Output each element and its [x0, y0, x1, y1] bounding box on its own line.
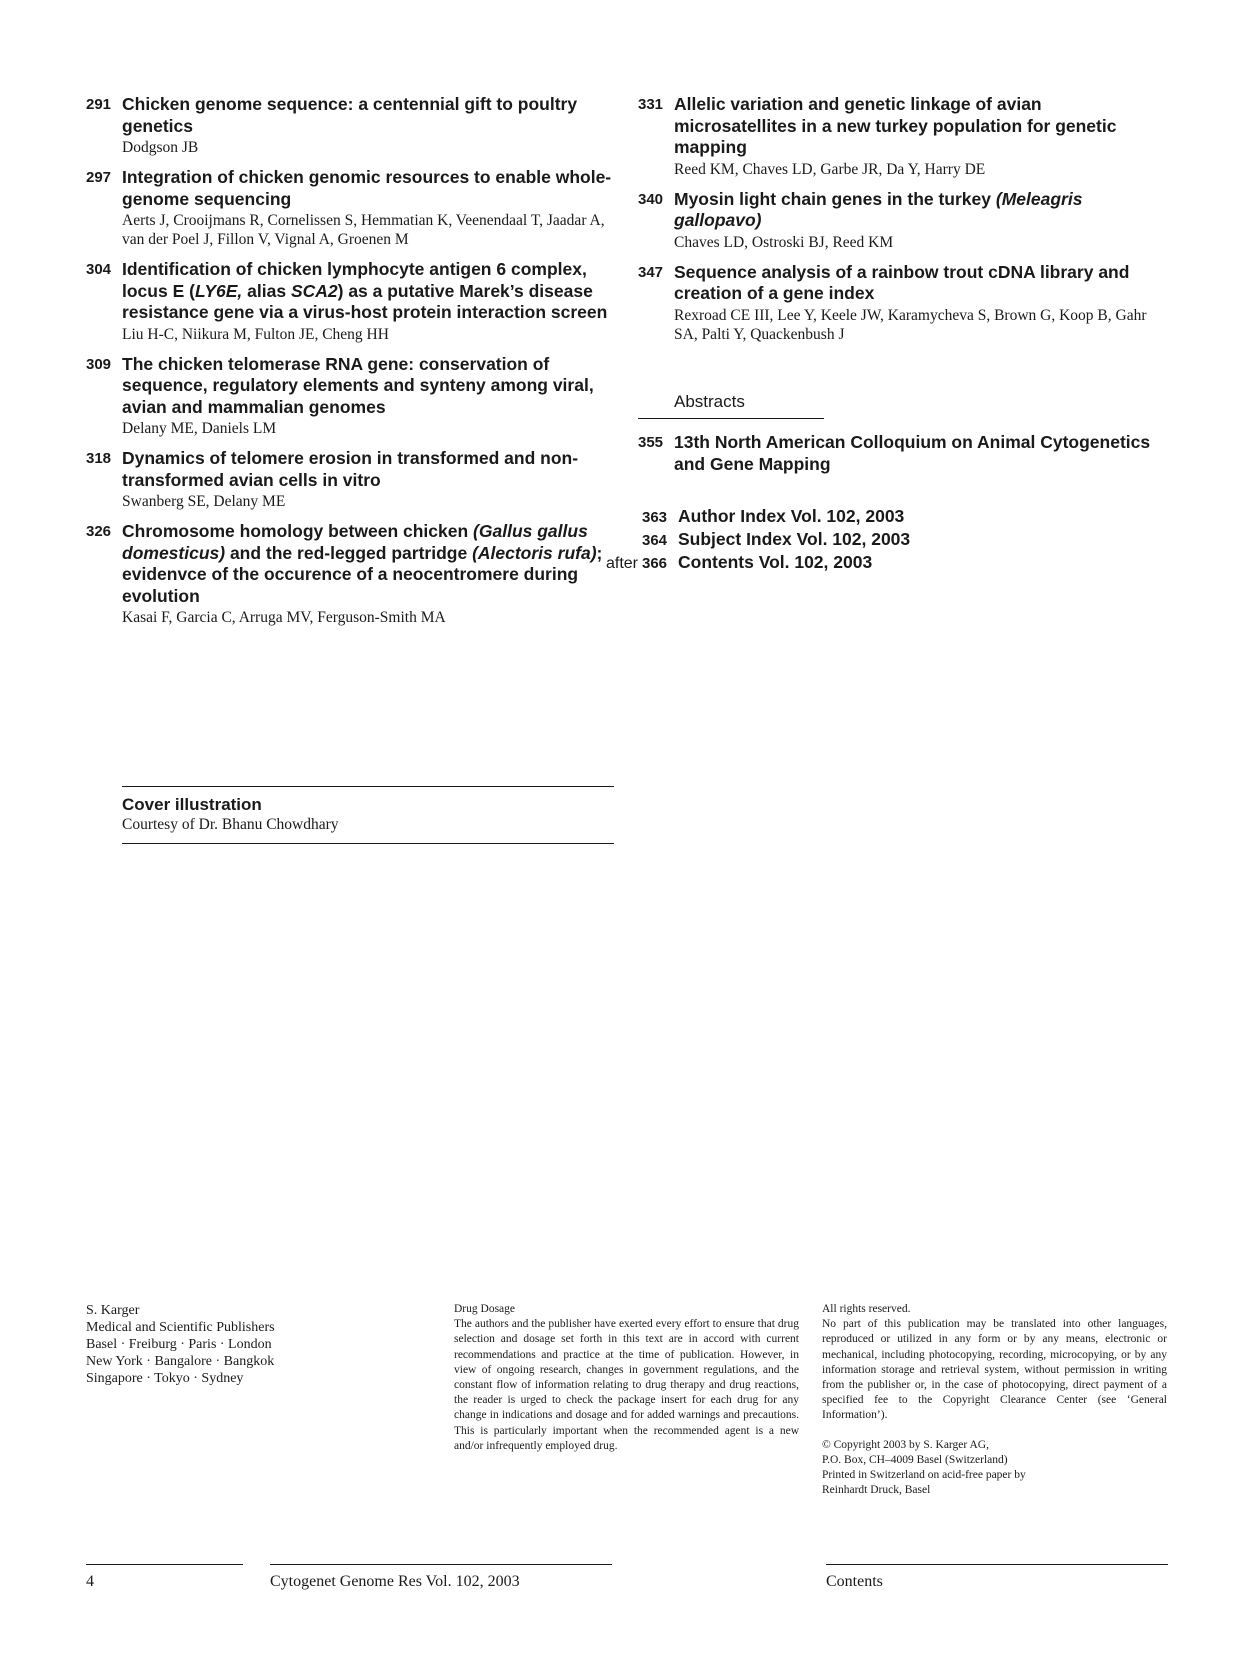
- copyright-line: © Copyright 2003 by S. Karger AG,: [822, 1438, 989, 1451]
- entry-authors: Rexroad CE III, Lee Y, Keele JW, Karamycheva S, Brown G, Koop B, Gahr SA, Palti Y, Quackenbush J: [674, 306, 1147, 343]
- entry-title: Integration of chicken genomic resources to enable whole-genome sequencing: [122, 167, 612, 209]
- entry-page-number: 340: [638, 190, 664, 208]
- toc-entry: [638, 262, 1158, 344]
- right-column: [638, 94, 1158, 354]
- copyright-line: Reinhardt Druck, Basel: [822, 1484, 931, 1497]
- entry-page-number: 318: [86, 450, 112, 467]
- footer-rule-center: [270, 1564, 612, 1565]
- publisher-block: [86, 1302, 275, 1387]
- index-title: Author Index Vol. 102, 2003: [678, 506, 905, 526]
- index-page-number: 364: [642, 532, 668, 549]
- entry-authors: Delany ME, Daniels LM: [122, 420, 277, 437]
- entry-authors: Reed KM, Chaves LD, Garbe JR, Da Y, Harry DE: [674, 160, 986, 178]
- index-entry-author: [590, 506, 1170, 527]
- index-prefix: after: [605, 555, 638, 572]
- entry-page-number: 331: [638, 96, 664, 113]
- entry-authors: Liu H-C, Niikura M, Fulton JE, Cheng HH: [122, 325, 389, 343]
- footer-rule-left: [86, 1564, 243, 1565]
- entry-title: 13th North American Colloquium on Animal Cytogenetics and Gene Mapping: [674, 432, 1151, 474]
- toc-entry: [638, 189, 1158, 252]
- cover-title: Cover illustration: [122, 795, 262, 814]
- index-title: Contents Vol. 102, 2003: [678, 552, 873, 572]
- cover-top-rule: [122, 786, 614, 787]
- toc-entry: [638, 94, 1158, 179]
- toc-entry: [86, 94, 616, 157]
- entry-authors: Kasai F, Garcia C, Arruga MV, Ferguson-Smith MA: [122, 609, 446, 626]
- entry-authors: Dodgson JB: [122, 139, 199, 156]
- rights-text: No part of this publication may be translated into other languages, reproduced or utilized in any form or by any means, electronic or mechanical, including photocopying, recording, microcopying, or by any information storage and retrieval system, without permission in writing from the publisher or, in the case of photocopying, direct payment of a specified fee to the Copyright Clearance Center (see ‘General Information’).: [822, 1318, 1167, 1422]
- entry-title: Sequence analysis of a rainbow trout cDNA library and creation of a gene index: [674, 261, 1130, 303]
- entry-page-number: 347: [638, 263, 664, 281]
- publisher-line: New York · Bangalore · Bangkok: [86, 1354, 275, 1369]
- entry-title: The chicken telomerase RNA gene: conservation of sequence, regulatory elements and synteny among viral, avian and mammalian genomes: [122, 353, 594, 417]
- publisher-line: Basel · Freiburg · Paris · London: [86, 1337, 272, 1352]
- drug-dosage-block: [454, 1302, 799, 1454]
- abstracts-entry: [638, 432, 1158, 475]
- index-entry-contents: [590, 552, 1170, 573]
- entry-title: Dynamics of telomere erosion in transformed and non-transformed avian cells in vitro: [122, 448, 579, 490]
- entry-page-number: 297: [86, 169, 112, 186]
- toc-entry: [86, 167, 616, 249]
- footer-journal: Cytogenet Genome Res Vol. 102, 2003: [270, 1573, 520, 1590]
- publisher-line: Medical and Scientific Publishers: [86, 1320, 275, 1335]
- entry-authors: Aerts J, Crooijmans R, Cornelissen S, Hemmatian K, Veenendaal T, Jaadar A, van der Poel J, Fillon V, Vignal A, Groenen M: [122, 212, 605, 248]
- footer-rule-right: [826, 1564, 1168, 1565]
- entry-page-number: 304: [86, 261, 112, 278]
- entry-page-number: 326: [86, 523, 112, 540]
- index-title: Subject Index Vol. 102, 2003: [678, 529, 911, 549]
- rights-block: [822, 1302, 1167, 1498]
- drug-dosage-heading: Drug Dosage: [454, 1303, 515, 1315]
- entry-title: Identification of chicken lymphocyte antigen 6 complex, locus E (LY6E, alias SCA2) as a putative Marek’s disease resistance gene via a virus-host protein interaction screen: [122, 259, 608, 322]
- cover-credit: Courtesy of Dr. Bhanu Chowdhary: [122, 816, 339, 833]
- toc-entry: [86, 354, 616, 439]
- entry-title: Chicken genome sequence: a centennial gift to poultry genetics: [122, 94, 578, 136]
- left-column: [86, 94, 616, 637]
- entry-title: Chromosome homology between chicken (Gallus gallus domesticus) and the red-legged partridge (Alectoris rufa); evidenvce of the occurence of a neocentromere during evolution: [122, 521, 603, 606]
- entry-title: Allelic variation and genetic linkage of avian microsatellites in a new turkey population for genetic mapping: [674, 94, 1117, 157]
- abstracts-heading: Abstracts: [674, 392, 745, 411]
- copyright-line: Printed in Switzerland on acid-free paper by: [822, 1469, 1026, 1482]
- entry-title: Myosin light chain genes in the turkey (Meleagris gallopavo): [674, 188, 1083, 230]
- footer-page-number: 4: [86, 1573, 94, 1590]
- copyright-line: P.O. Box, CH–4009 Basel (Switzerland): [822, 1453, 1008, 1466]
- cover-bottom-rule: [122, 843, 614, 844]
- index-page-number: 363: [642, 509, 668, 526]
- toc-entry: [86, 521, 616, 627]
- index-entry-subject: [590, 529, 1170, 550]
- copyright-block: [822, 1438, 1167, 1499]
- rights-heading: All rights reserved.: [822, 1303, 911, 1315]
- publisher-line: Singapore · Tokyo · Sydney: [86, 1371, 244, 1386]
- entry-authors: Swanberg SE, Delany ME: [122, 493, 286, 510]
- drug-dosage-text: The authors and the publisher have exerted every effort to ensure that drug selection and dosage set forth in this text are in accord with current recommendations and practice at the time of publication. However, in view of ongoing research, changes in government regulations, and the constant flow of information relating to drug therapy and drug reactions, the reader is urged to check the package insert for each drug for any change in indications and dosage and for added warnings and precautions. This is particularly important when the recommended agent is a new and/or infrequently employed drug.: [454, 1318, 799, 1452]
- abstracts-rule: [638, 418, 824, 419]
- toc-entry: [86, 448, 616, 511]
- index-page-number: 366: [642, 555, 668, 572]
- entry-page-number: 309: [86, 355, 112, 373]
- publisher-line: S. Karger: [86, 1303, 140, 1318]
- entry-page-number: 291: [86, 96, 112, 113]
- footer-section: Contents: [826, 1573, 883, 1590]
- entry-page-number: 355: [638, 434, 664, 451]
- entry-authors: Chaves LD, Ostroski BJ, Reed KM: [674, 233, 894, 251]
- toc-entry: [86, 259, 616, 344]
